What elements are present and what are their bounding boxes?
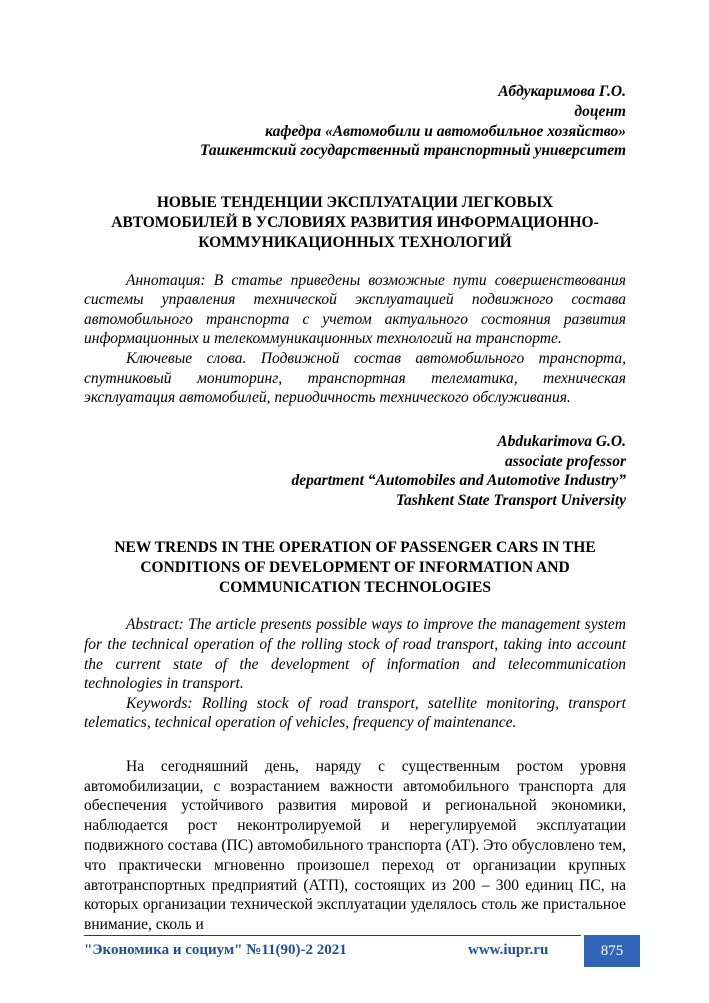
ru-author-university: Ташкентский государственный транспортный университет: [199, 142, 626, 160]
en-abstract-block: [84, 615, 626, 733]
ru-author-block: [84, 82, 626, 161]
en-author-department: department “Automobiles and Automotive Industry”: [291, 472, 626, 490]
ru-abstract-block: [84, 271, 626, 408]
en-author-name: Abdukarimova G.O.: [497, 432, 626, 450]
en-title: [84, 538, 626, 597]
ru-title-line: НОВЫЕ ТЕНДЕНЦИИ ЭКСПЛУАТАЦИИ ЛЕГКОВЫХ: [156, 194, 554, 212]
page-footer: [84, 935, 640, 967]
ru-keywords: Ключевые слова. Подвижной состав автомобильного транспорта, спутниковый мониторинг, транспортная телематика, техническая эксплуатация автомобилей, периодичность технического обслуживания.: [84, 349, 626, 407]
en-title-line: CONDITIONS OF DEVELOPMENT OF INFORMATION AND: [140, 558, 570, 576]
en-author-position: associate professor: [505, 452, 626, 470]
footer-page-number: 875: [584, 935, 640, 967]
body-paragraph: На сегодняшний день, наряду с существенным ростом уровня автомобилизации, с возрастанием важности автомобильного транспорта для обеспечения устойчивого развития мировой и региональной экономики, наблюдается рост неконтролируемой и нерегулируемой эксплуатации подвижного состава (ПС) автомобильного транспорта (АТ). Это обусловлено тем, что практически мгновенно произошел переход от организации крупных автотранспортных предприятий (АТП), состоящих из 200 – 300 единиц ПС, на которых организации технической эксплуатации уделялось столь же пристальное внимание, сколь и: [84, 757, 626, 934]
document-page: [84, 82, 626, 935]
ru-title-line: АВТОМОБИЛЕЙ В УСЛОВИЯХ РАЗВИТИЯ ИНФОРМАЦИОННО-: [111, 213, 599, 231]
en-abstract: Abstract: The article presents possible ways to improve the management system for the technical operation of the rolling stock of road transport, taking into account the current state of the development of information and telecommunication technologies in transport.: [84, 616, 626, 693]
en-title-line: COMMUNICATION TECHNOLOGIES: [219, 578, 491, 596]
en-author-block: [84, 432, 626, 511]
ru-author-department: кафедра «Автомобили и автомобильное хозяйство»: [265, 122, 626, 140]
ru-title: [84, 193, 626, 252]
en-author-university: Tashkent State Transport University: [395, 492, 626, 510]
en-keywords: Keywords: Rolling stock of road transport, satellite monitoring, transport telematics, technical operation of vehicles, frequency of maintenance.: [84, 694, 626, 732]
footer-website-link[interactable]: www.iupr.ru: [468, 942, 549, 958]
en-title-line: NEW TRENDS IN THE OPERATION OF PASSENGER CARS IN THE: [114, 538, 596, 556]
footer-divider: [84, 935, 581, 936]
body-text: [84, 757, 626, 935]
ru-author-name: Абдукаримова Г.О.: [498, 83, 626, 100]
ru-author-position: доцент: [574, 102, 626, 120]
footer-journal-title: "Экономика и социум" №11(90)-2 2021: [84, 942, 347, 958]
ru-title-line: КОММУНИКАЦИОННЫХ ТЕХНОЛОГИЙ: [198, 233, 512, 251]
ru-abstract: Аннотация: В статье приведены возможные пути совершенствования системы управления технической эксплуатацией подвижного состава автомобильного транспорта с учетом актуального состояния развития информационных и телекоммуникационных технологий на транспорте.: [84, 271, 626, 348]
